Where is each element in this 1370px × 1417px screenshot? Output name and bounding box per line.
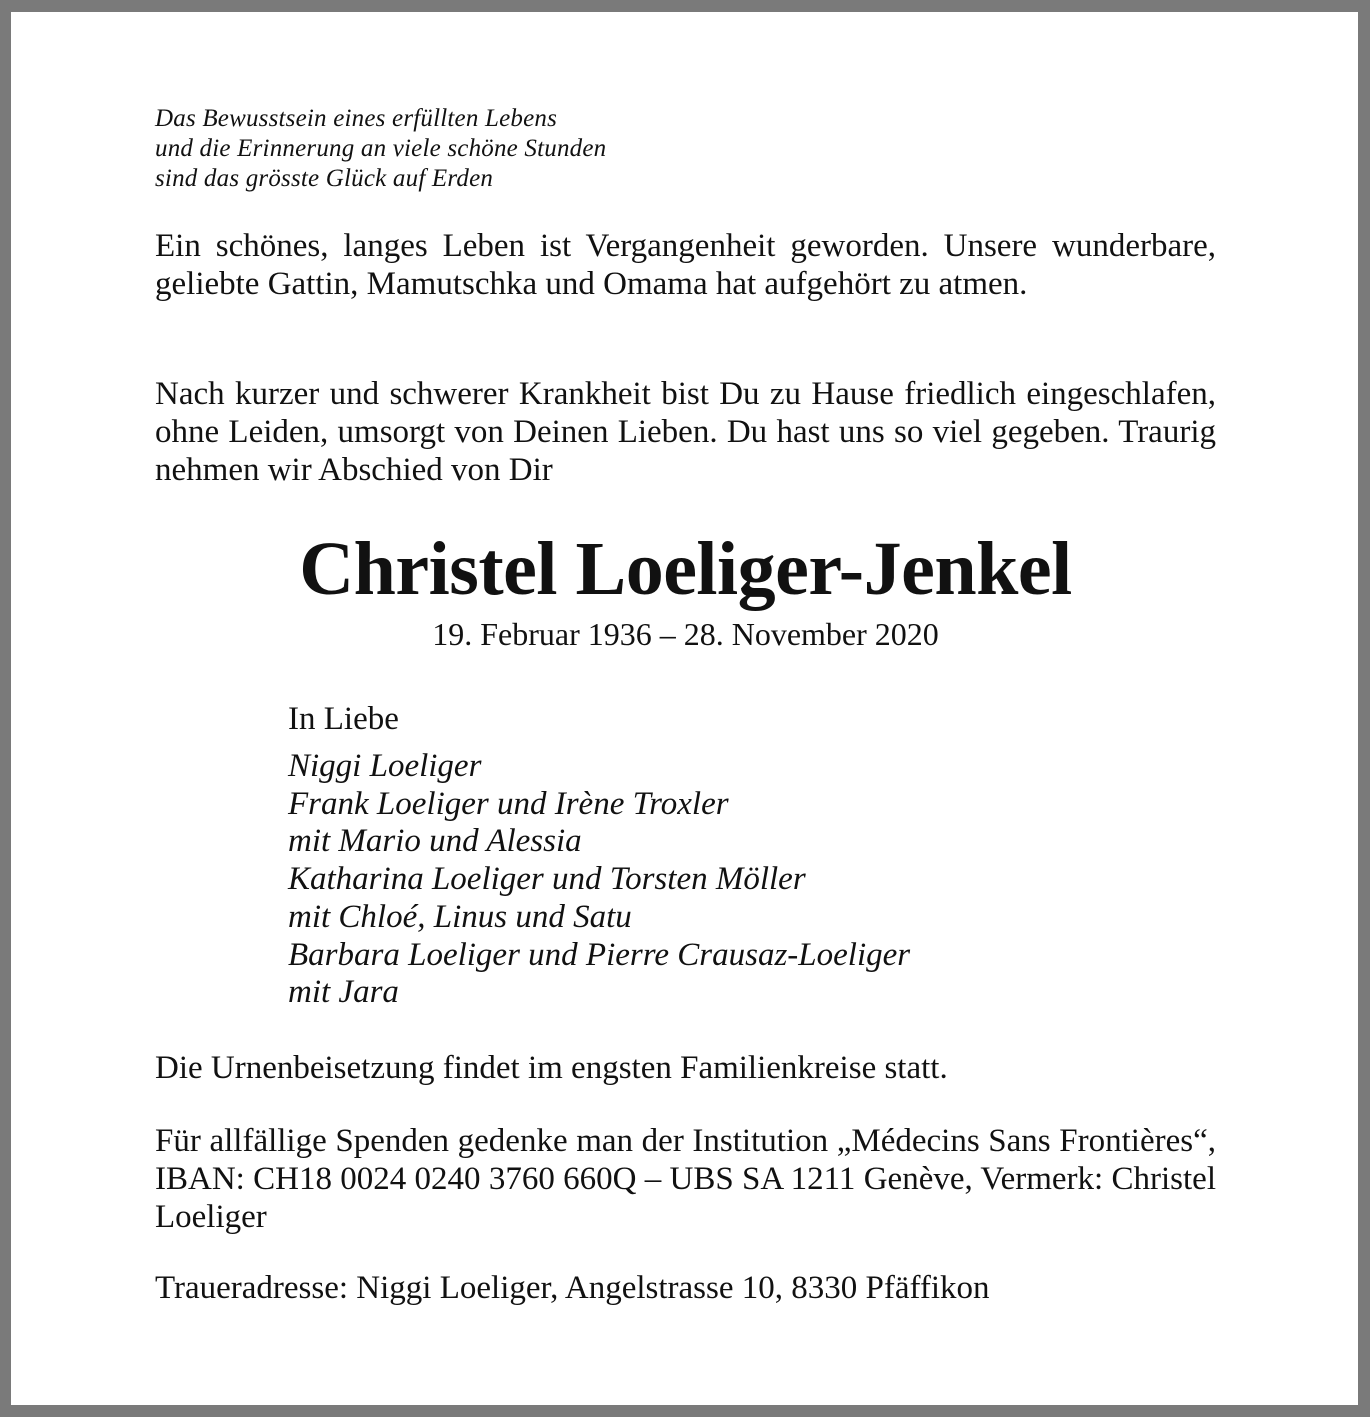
intro-paragraph: Ein schönes, langes Leben ist Vergangenheit geworden. Unsere wunderbare, geliebte Gattin, Mamutschka und Omama hat aufgehört zu atmen. [155,228,1216,302]
burial-notice: Die Urnenbeisetzung findet im engsten Familienkreise statt. [155,1050,948,1086]
mourners-list [288,748,910,1012]
motto-quote [155,104,606,194]
mourner-line: Katharina Loeliger und Torsten Möller [288,861,806,898]
mourner-line: Frank Loeliger und Irène Troxler [288,785,729,822]
life-dates: 19. Februar 1936 – 28. November 2020 [432,616,939,652]
farewell-paragraph: Nach kurzer und schwerer Krankheit bist Du zu Hause friedlich eingeschlafen, ohne Leiden, umsorgt von Deinen Lieben. Du hast uns so viel gegeben. Traurig nehmen wir Abschied von Dir [155,376,1216,488]
mourner-line: Niggi Loeliger [288,748,482,784]
donation-notice: Für allfällige Spenden gedenke man der Institution „Médecins Sans Frontières“, IBAN: CH18 0024 0240 3760 660Q – UBS SA 1211 Genève, Vermerk: Christel Loeliger [155,1123,1216,1235]
motto-line: sind das grösste Glück auf Erden [155,165,494,192]
mourner-line: mit Mario und Alessia [288,823,582,860]
mourner-line: Barbara Loeliger und Pierre Crausaz-Loeliger [288,936,911,973]
deceased-name: Christel Loeliger-Jenkel [299,527,1072,611]
motto-line: und die Erinnerung an viele schöne Stunden [155,135,607,162]
motto-line: Das Bewusstsein eines erfüllten Lebens [155,105,557,132]
mourning-address: Traueradresse: Niggi Loeliger, Angelstrasse 10, 8330 Pfäffikon [155,1270,990,1306]
mourners-heading: In Liebe [288,701,399,737]
obituary-page [11,12,1358,1405]
mourner-line: mit Jara [288,974,399,1011]
mourners-block [288,700,910,1012]
mourner-line: mit Chloé, Linus und Satu [288,898,632,935]
